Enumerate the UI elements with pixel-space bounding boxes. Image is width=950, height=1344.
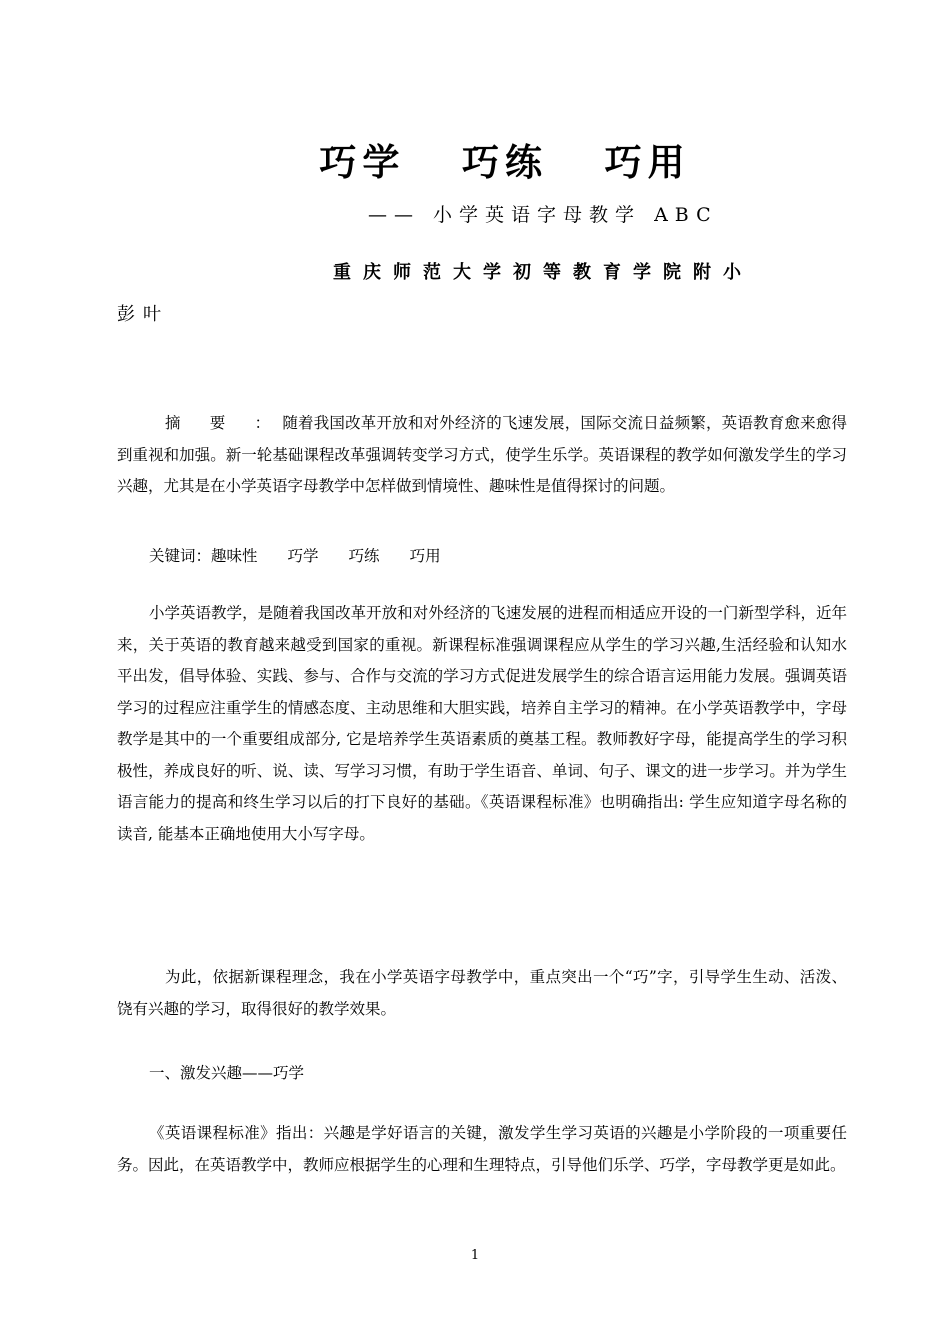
body-paragraph: 《英语课程标准》指出：兴趣是学好语言的关键，激发学生学习英语的兴趣是小学阶段的一项重要任务。因此，在英语教学中，教师应根据学生的心理和生理特点，引导他们乐学、巧学，字母教学更是如此。 (117, 1124, 847, 1174)
keyword-item: 巧练 (348, 547, 380, 565)
keywords-label: 关键词： (149, 547, 212, 565)
document-subtitle: —— 小学英语字母教学 ABC (368, 204, 718, 226)
keyword-item: 巧用 (409, 547, 441, 565)
author-name: 彭叶 (117, 304, 169, 325)
page-number: 1 (470, 1248, 480, 1263)
author-organization: 重庆师范大学初等教育学院附小 (333, 262, 753, 283)
abstract-text: 随着我国改革开放和对外经济的飞速发展，国际交流日益频繁，英语教育愈来愈得到重视和加强。新一轮基础课程改革强调转变学习方式，使学生乐学。英语课程的教学如何激发学生的学习兴趣，尤其是在小学英语字母教学中怎样做到情境性、趣味性是值得探讨的问题。 (117, 414, 847, 495)
keyword-item: 巧学 (287, 547, 319, 565)
abstract-label: 摘 要 ： (165, 414, 283, 432)
keyword-item: 趣味性 (211, 547, 258, 565)
body-paragraph: 为此，依据新课程理念，我在小学英语字母教学中，重点突出一个“巧”字，引导学生生动、活泼、饶有兴趣的学习，取得很好的教学效果。 (117, 968, 847, 1018)
document-title: 巧学 巧练 巧用 (319, 141, 691, 184)
body-paragraph: 小学英语教学，是随着我国改革开放和对外经济的飞速发展的进程而相适应开设的一门新型学科，近年来，关于英语的教育越来越受到国家的重视。新课程标准强调课程应从学生的学习兴趣,生活经验和认知水平出发，倡导体验、实践、参与、合作与交流的学习方式促进发展学生的综合语言运用能力发展。强调英语学习的过程应注重学生的情感态度、主动思维和大胆实践，培养自主学习的精神。在小学英语教学中，字母教学是其中的一个重要组成部分, 它是培养学生英语素质的奠基工程。教师教好字母，能提高学生的学习积极性，养成良好的听、说、读、写学习习惯，有助于学生语音、单词、句子、课文的进一步学习。并为学生语言能力的提高和终生学习以后的打下良好的基础。《英语课程标准》也明确指出: 学生应知道字母名称的读音, 能基本正确地使用大小写字母。 (117, 604, 847, 843)
section-heading: 一、激发兴趣——巧学 (149, 1064, 305, 1082)
abstract-paragraph (117, 408, 847, 503)
keywords-line (117, 541, 847, 573)
